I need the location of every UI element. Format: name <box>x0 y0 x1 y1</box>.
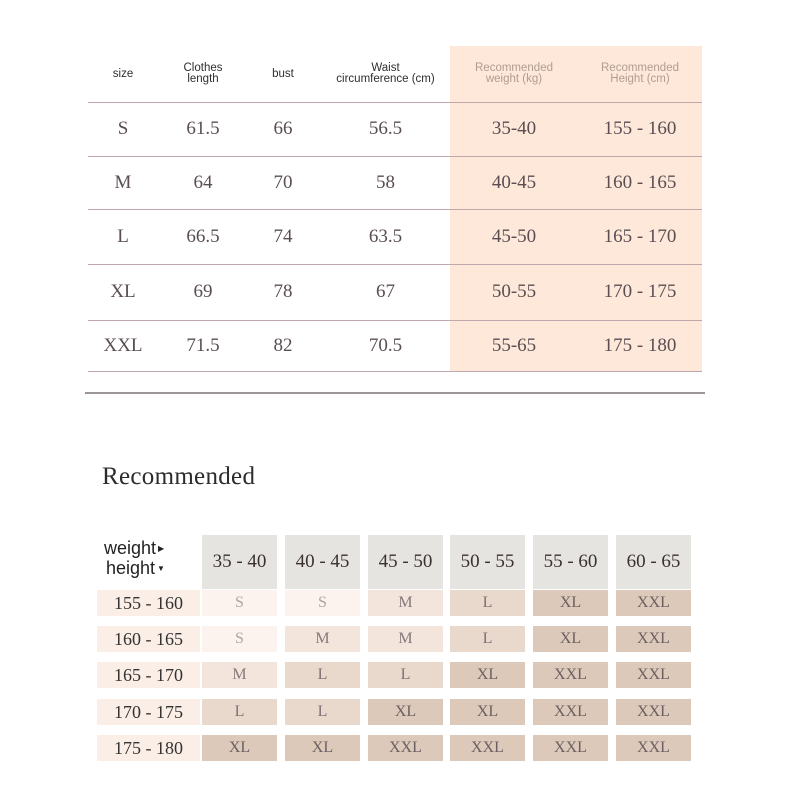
cell-clothes-length: 71.5 <box>186 334 220 356</box>
header-recommended-weight: Recommended weight (kg) <box>475 62 553 85</box>
cell-size: XXL <box>103 334 143 356</box>
matrix-cell: M <box>285 626 360 652</box>
matrix-cell: XXL <box>616 626 691 652</box>
weight-header: 55 - 60 <box>533 535 608 589</box>
height-row-label: 165 - 170 <box>97 662 200 688</box>
matrix-cell: XL <box>202 735 277 761</box>
matrix-cell: XXL <box>616 590 691 616</box>
cell-size: L <box>117 225 129 247</box>
header-bust: bust <box>272 67 294 80</box>
cell-recommended-weight: 35-40 <box>491 118 537 139</box>
matrix-cell: L <box>285 662 360 688</box>
cell-recommended-weight: 45-50 <box>491 225 537 247</box>
matrix-cell: XXL <box>616 699 691 725</box>
height-label-text: height <box>106 558 156 578</box>
height-row-label: 160 - 165 <box>97 626 200 652</box>
cell-size: M <box>114 171 132 193</box>
header-size: size <box>112 67 134 80</box>
matrix-cell: XL <box>533 626 608 652</box>
matrix-cell: S <box>285 590 360 616</box>
cell-recommended-height: 160 - 165 <box>603 171 677 193</box>
matrix-cell: L <box>450 626 525 652</box>
weight-header: 60 - 65 <box>616 535 691 589</box>
cell-size: S <box>117 118 129 139</box>
cell-clothes-length: 66.5 <box>186 225 220 247</box>
triangle-right-icon: ▶ <box>158 544 165 553</box>
matrix-cell: XL <box>533 590 608 616</box>
weight-header: 35 - 40 <box>202 535 277 589</box>
cell-bust: 82 <box>273 334 293 356</box>
cell-recommended-weight: 50-55 <box>491 281 537 302</box>
cell-recommended-height: 175 - 180 <box>603 334 677 356</box>
cell-recommended-weight: 55-65 <box>491 334 537 356</box>
matrix-cell: XL <box>450 699 525 725</box>
table-bottom-rule <box>85 392 705 394</box>
matrix-cell: M <box>202 662 277 688</box>
cell-waist: 70.5 <box>368 334 403 356</box>
matrix-cell: XL <box>368 699 443 725</box>
height-row-label: 170 - 175 <box>97 699 200 725</box>
cell-size: XL <box>110 281 136 302</box>
height-axis-label <box>106 558 165 579</box>
cell-recommended-height: 155 - 160 <box>603 118 677 139</box>
triangle-down-icon: ▼ <box>157 564 165 573</box>
cell-recommended-height: 170 - 175 <box>603 281 677 302</box>
weight-label-text: weight <box>104 538 157 558</box>
cell-clothes-length: 69 <box>193 281 213 302</box>
matrix-cell: XXL <box>616 735 691 761</box>
matrix-cell: XXL <box>450 735 525 761</box>
weight-axis-label <box>104 538 164 559</box>
matrix-cell: XL <box>450 662 525 688</box>
cell-bust: 70 <box>273 171 293 193</box>
header-clothes-length: Clothes length <box>183 62 223 85</box>
matrix-cell: M <box>368 626 443 652</box>
cell-clothes-length: 64 <box>193 171 213 193</box>
matrix-cell: L <box>202 699 277 725</box>
matrix-cell: XXL <box>368 735 443 761</box>
header-recommended-height: Recommended Height (cm) <box>601 62 679 85</box>
size-table <box>88 46 702 371</box>
cell-waist: 58 <box>376 171 395 193</box>
cell-bust: 78 <box>273 281 293 302</box>
row-divider <box>88 371 702 372</box>
weight-header: 50 - 55 <box>450 535 525 589</box>
weight-header: 45 - 50 <box>368 535 443 589</box>
cell-bust: 74 <box>273 225 293 247</box>
matrix-cell: S <box>202 626 277 652</box>
cell-bust: 66 <box>273 118 293 139</box>
matrix-cell: XXL <box>533 735 608 761</box>
weight-header: 40 - 45 <box>285 535 360 589</box>
matrix-cell: XXL <box>533 662 608 688</box>
height-row-label: 155 - 160 <box>97 590 200 616</box>
cell-clothes-length: 61.5 <box>186 118 220 139</box>
matrix-cell: M <box>368 590 443 616</box>
matrix-cell: XL <box>285 735 360 761</box>
height-row-label: 175 - 180 <box>97 735 200 761</box>
matrix-cell: L <box>450 590 525 616</box>
cell-recommended-height: 165 - 170 <box>603 225 677 247</box>
cell-waist: 56.5 <box>368 118 403 139</box>
matrix-cell: S <box>202 590 277 616</box>
cell-waist: 67 <box>376 281 395 302</box>
matrix-cell: XXL <box>533 699 608 725</box>
recommended-title: Recommended <box>102 463 256 490</box>
matrix-cell: L <box>368 662 443 688</box>
matrix-cell: L <box>285 699 360 725</box>
cell-waist: 63.5 <box>368 225 403 247</box>
cell-recommended-weight: 40-45 <box>491 171 537 193</box>
matrix-cell: XXL <box>616 662 691 688</box>
header-waist: Waist circumference (cm) <box>336 62 435 85</box>
